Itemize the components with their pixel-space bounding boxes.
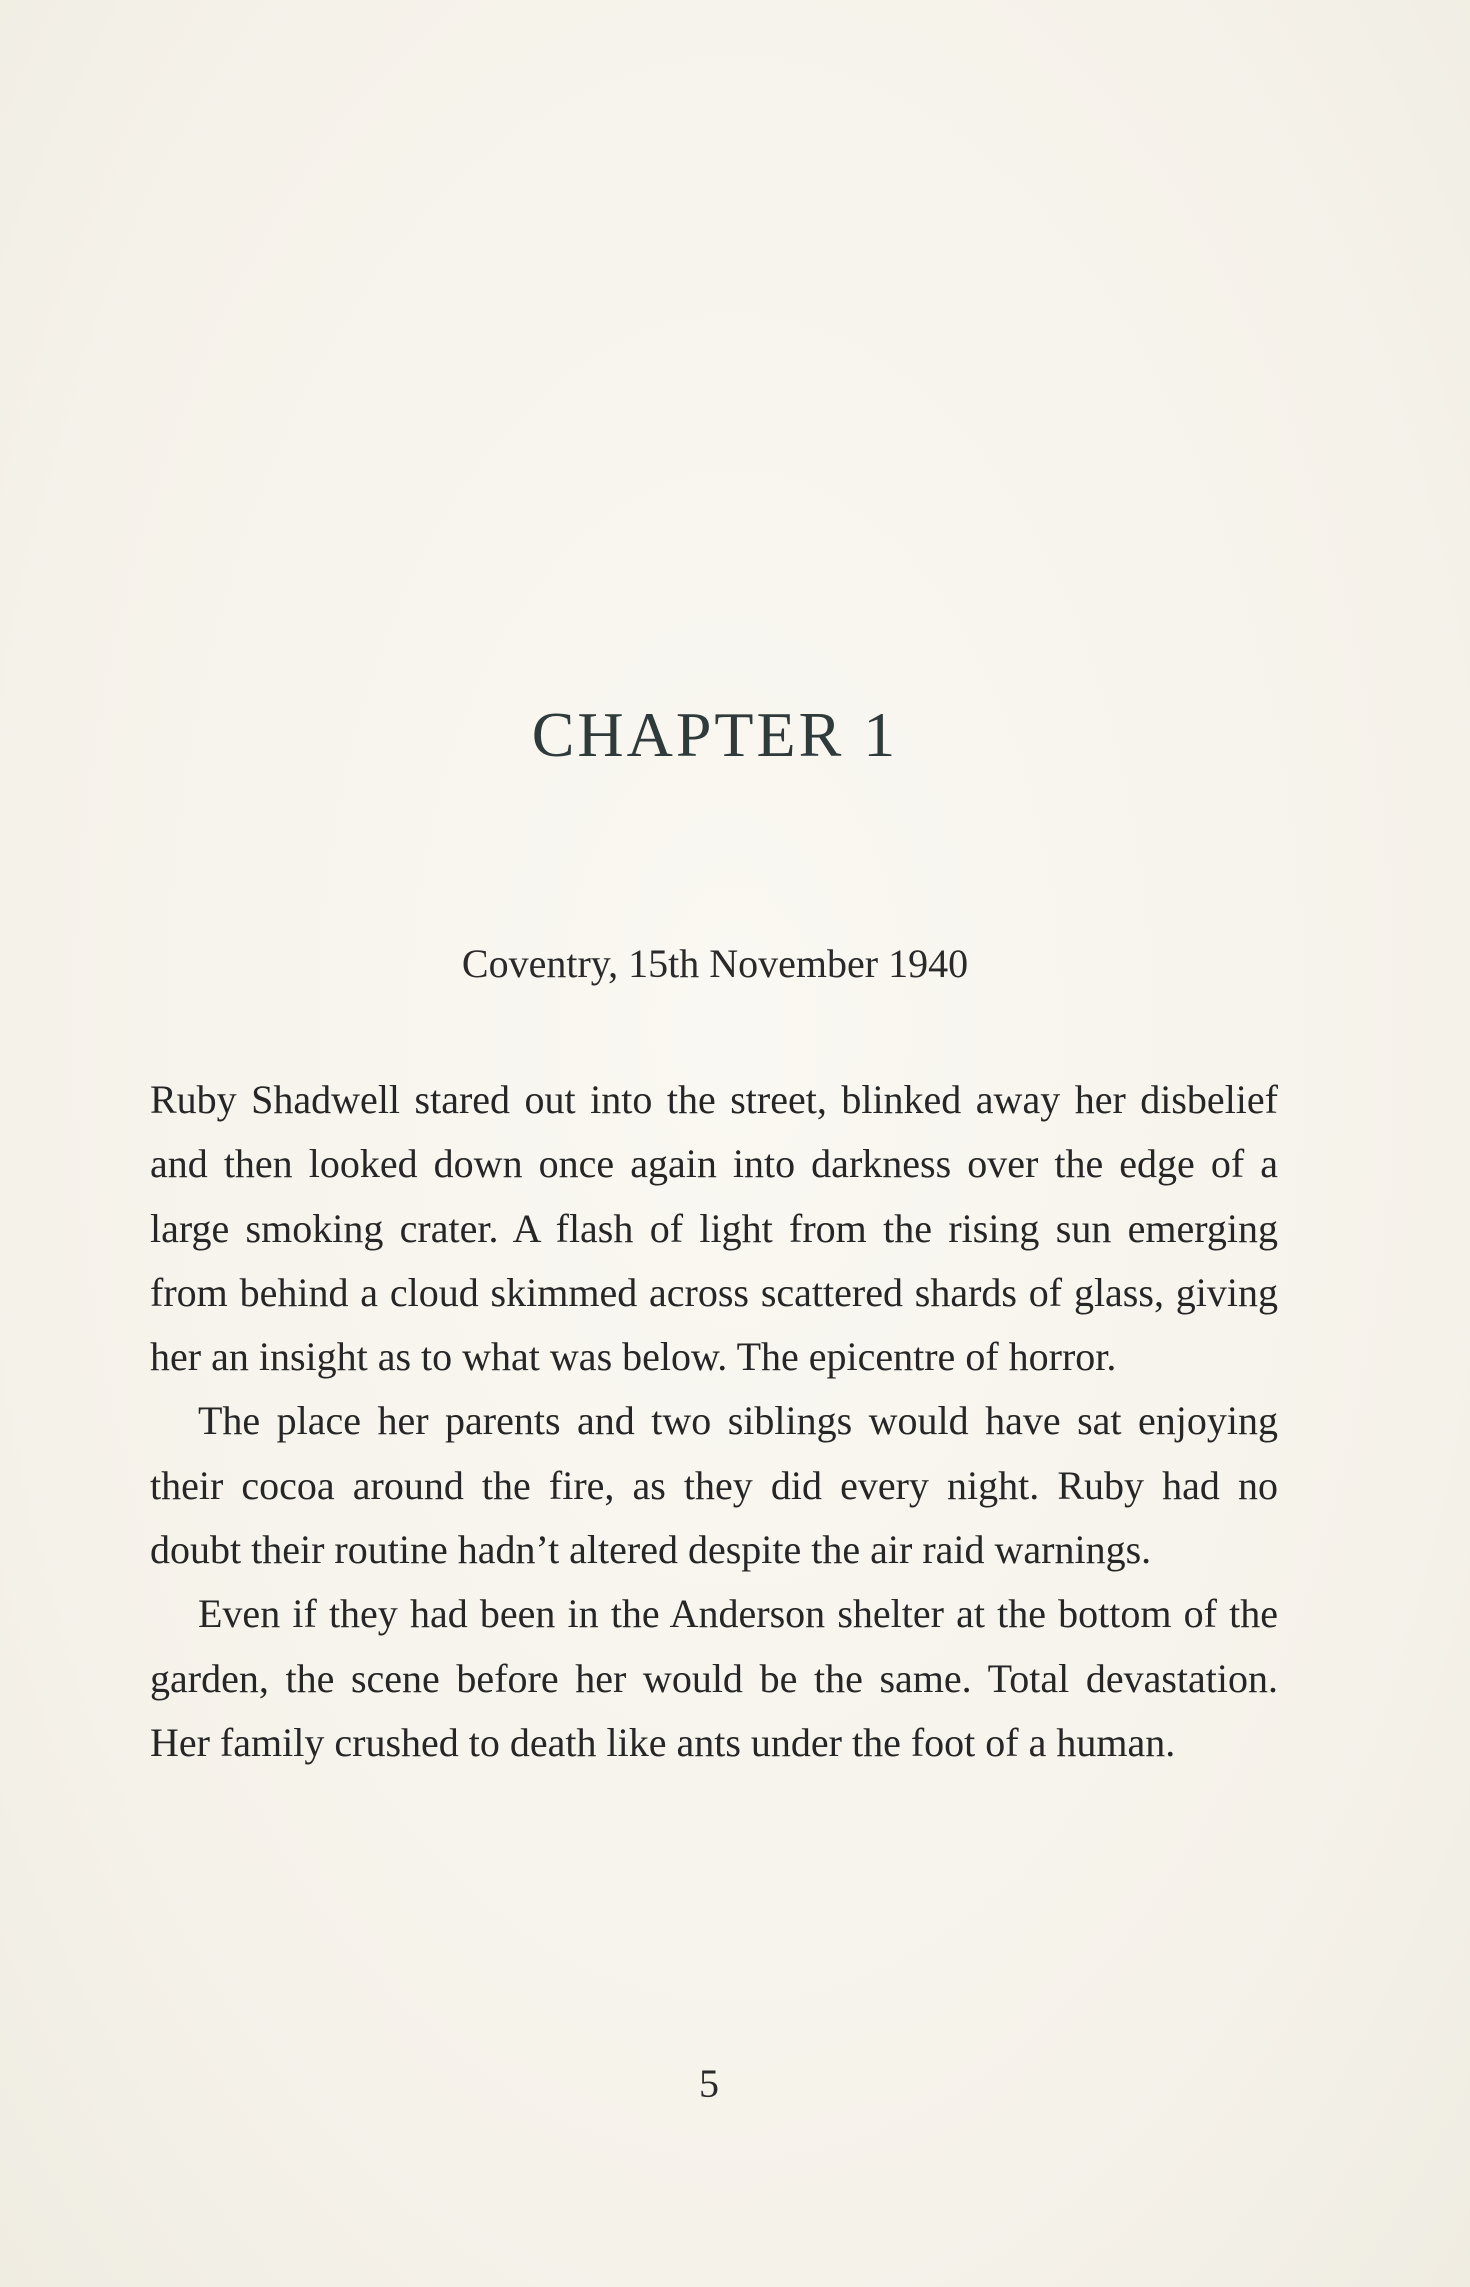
chapter-body (150, 1068, 1278, 1775)
paragraph-3: Even if they had been in the Anderson shelter at the bottom of the garden, the scene before her would be the same. Total devastation. Her family crushed to death like ants under the foot of a human. (150, 1591, 1278, 1765)
chapter-place-date: Coventry, 15th November 1940 (461, 941, 969, 986)
paragraph-2: The place her parents and two siblings would have sat enjoying their cocoa around the fire, as they did every night. Ruby had no doubt their routine hadn’t altered despite the air raid warnings. (150, 1398, 1278, 1573)
paragraph-1: Ruby Shadwell stared out into the street, blinked away her disbelief and then looked down once again into darkness over the edge of a large smoking crater. A flash of light from the rising sun emerging from behind a cloud skimmed across scattered shards of glass, giving her an insight as to what was below. The epicentre of horror. (150, 1077, 1278, 1380)
page-number: 5 (699, 2061, 719, 2106)
chapter-title: CHAPTER 1 (531, 698, 899, 770)
